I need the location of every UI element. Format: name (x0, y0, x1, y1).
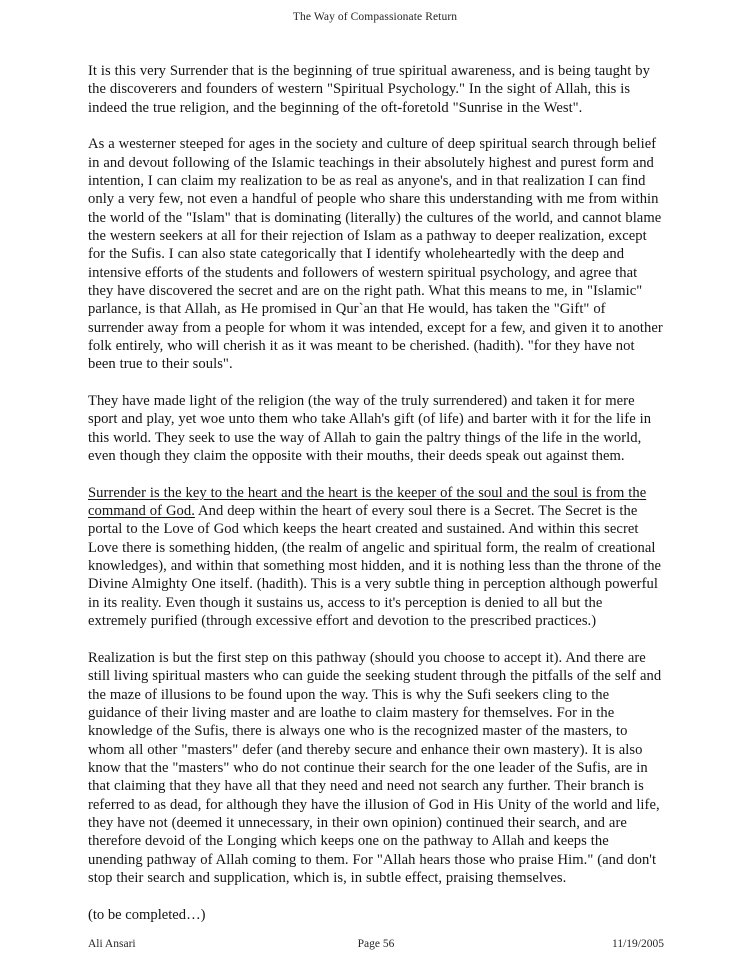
footer-page-number: Page 56 (357, 938, 395, 950)
body-text-column (88, 62, 664, 924)
page-footer (88, 936, 664, 952)
paragraph-realization-first-step: Realization is but the first step on this pathway (should you choose to accept it). And there are still living spiritual masters who can guide the seeking student through the pitfalls of the self and the maze of illusions to be found upon the way. This is why the Sufi seekers cling to the guidance of their living master and are loathe to claim mastery for themselves. For in the knowledge of the Sufis, there is always one who is the recognized master of the masters, to whom all other "masters" defer (and thereby secure and enhance their own mastery). It is also know that the "masters" who do not continue their search for the one leader of the Sufis, are in that claiming that they have all that they need and need not search any further. Their branch is referred to as dead, for although they have the illusion of God in His Unity of the world and life, they have not (deemed it unnecessary, in their own opinion) continued their search, and are therefore devoid of the Longing which keeps one on the pathway to Allah and keeps the unending pathway of Allah coming to them. For "Allah hears those who praise Him." (and don't stop their search and supplication, which is, in subtle effect, praising themselves. (88, 649, 662, 886)
footer-date: 11/19/2005 (612, 938, 664, 950)
paragraph-surrender-awareness: It is this very Surrender that is the beginning of true spiritual awareness, and is being taught by the discoverers and founders of western "Spiritual Psychology." In the sight of Allah, this is indeed the true religion, and the beginning of the oft-foretold "Sunrise in the West". (88, 63, 650, 116)
underlined-lead-sentence: Surrender is the key to the heart and the heart is the keeper of the soul and the soul is from the command of God. (88, 484, 647, 520)
paragraph-westerner-realization: As a westerner steeped for ages in the society and culture of deep spiritual search through belief in and devout following of the Islamic teachings in their absolutely highest and purest form and intention, I can claim my realization to be as real as anyone's, and in that realization I can find only a very few, not even a handful of people who share this understanding with me from within the world of the "Islam" that is dominating (literally) the cultures of the world, and cannot blame the western seekers at all for their rejection of Islam as a pathway to deeper realization, except for the Sufis. I can also state categorically that I identify wholeheartedly with the deep and intensive efforts of the students and followers of western spiritual psychology, and agree that they have discovered the secret and are on the right path. What this means to me, in "Islamic" parlance, is that Allah, as He promised in Qur`an that He would, has taken the "Gift" of surrender away from a people for whom it was intended, except for a few, and given it to another folk entirely, who will cherish it as it was meant to be cherished. (hadith). "for they have not been true to their souls". (88, 136, 663, 373)
paragraph-secret-of-the-heart (88, 484, 664, 631)
closing-note: (to be completed…) (88, 906, 206, 923)
footer-author: Ali Ansari (88, 938, 136, 950)
paragraph-made-light-of-religion: They have made light of the religion (the way of the truly surrendered) and taken it for mere sport and play, yet woe unto them who take Allah's gift (of life) and barter with it for the life in this world. They seek to use the way of Allah to gain the paltry things of the life in the world, even though they claim the opposite with their mouths, their deeds speak out against them. (88, 393, 652, 465)
paragraph-secret-of-the-heart-body: And deep within the heart of every soul there is a Secret. The Secret is the portal to the Love of God which keeps the heart created and sustained. And within this secret Love there is something hidden, (the realm of angelic and spiritual form, the realm of creational knowledges), and within that something most hidden, and it is nothing less than the throne of the Divine Almighty One itself. (hadith). This is a very subtle thing in perception although powerful in its reality. Even though it sustains us, access to it's perception is denied to all but the extremely purified (through excessive effort and devotion to the prescribed practices.) (88, 503, 662, 630)
running-header-title: The Way of Compassionate Return (292, 11, 458, 23)
